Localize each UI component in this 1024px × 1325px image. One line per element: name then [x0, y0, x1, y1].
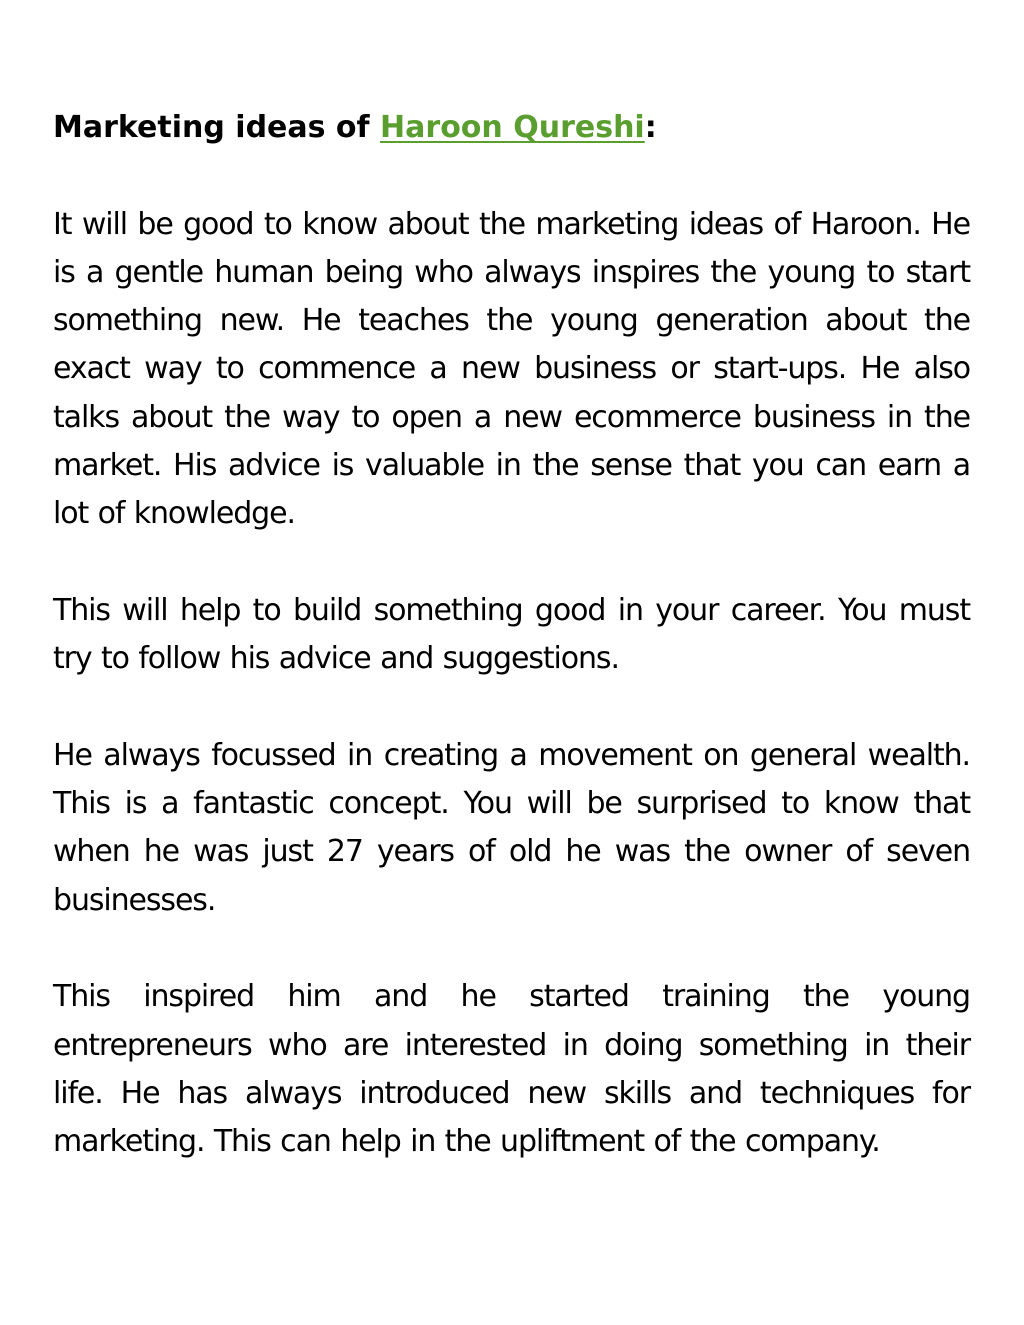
- heading-prefix: Marketing ideas of: [53, 110, 381, 145]
- paragraph-career: This will help to build something good in your career. You must try to follow his advice and suggestions.: [53, 592, 970, 677]
- document-heading: [53, 104, 970, 152]
- paragraph-intro: It will be good to know about the marketing ideas of Haroon. He is a gentle human being who always inspires the young to start something new. He teaches the young generation about the exact way to commence a new business or start-ups. He also talks about the way to open a new ecommerce business in the market. His advice is valuable in the sense that you can earn a lot of knowledge.: [53, 206, 970, 532]
- heading-suffix: :: [644, 110, 657, 145]
- paragraph-training: This inspired him and he started training the young entrepreneurs who are interested in doing something in their life. He has always introduced new skills and techniques for marketing. This can help in the upliftment of the company.: [53, 979, 970, 1160]
- author-link[interactable]: Haroon Qureshi: [380, 110, 645, 145]
- document-page: [53, 104, 970, 1167]
- paragraph-wealth: He always focussed in creating a movement on general wealth. This is a fantastic concept. You will be surprised to know that when he was just 27 years of old he was the owner of seven businesses.: [53, 737, 970, 918]
